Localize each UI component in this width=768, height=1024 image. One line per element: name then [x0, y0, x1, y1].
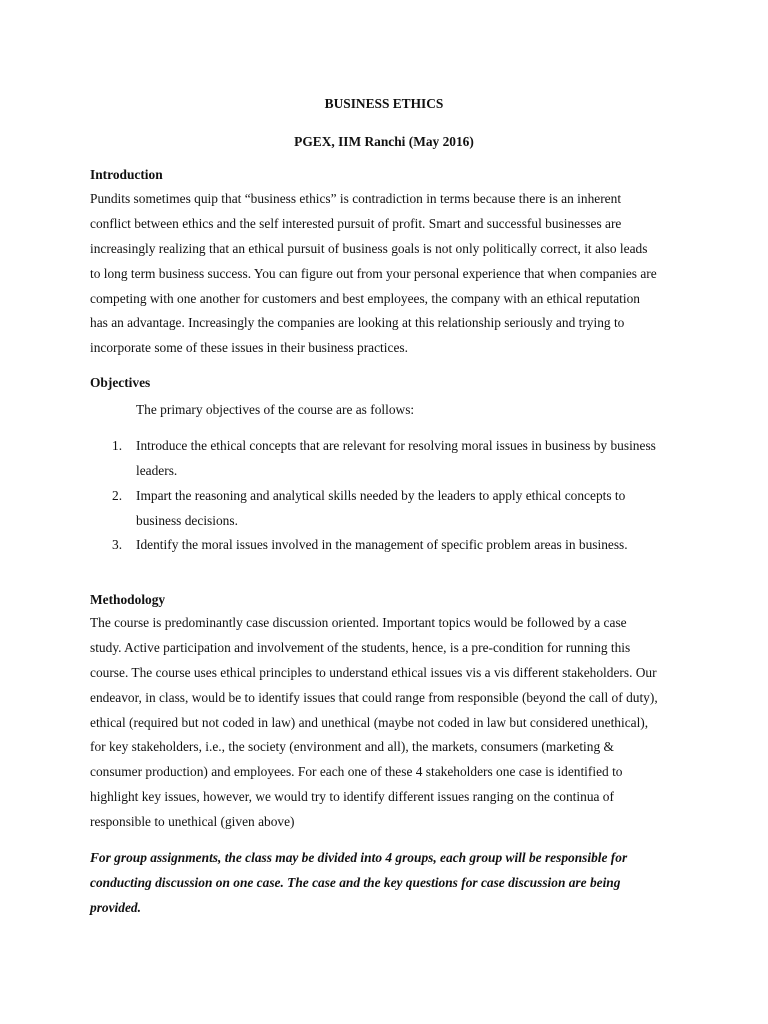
list-item-line: Introduce the ethical concepts that are relevant for resolving moral issues in business by business	[136, 438, 656, 453]
list-item-line: business decisions.	[136, 513, 238, 528]
paragraph-line: ethical (required but not coded in law) and unethical (maybe not coded in law but considered unethical),	[90, 714, 649, 730]
document-subtitle: PGEX, IIM Ranchi (May 2016)	[294, 134, 474, 149]
paragraph-line: incorporate some of these issues in their business practices.	[90, 340, 408, 356]
methodology-heading: Methodology	[90, 592, 166, 607]
paragraph-line: course. The course uses ethical principles to understand ethical issues vis a vis different stakeholders. Our	[90, 664, 657, 680]
paragraph-line: to long term business success. You can figure out from your personal experience that when companies are	[90, 265, 657, 281]
document-title: BUSINESS ETHICS	[324, 96, 444, 111]
list-item-line: Identify the moral issues involved in the management of specific problem areas in business.	[136, 537, 628, 552]
methodology-paragraph	[90, 611, 658, 835]
paragraph-line: for key stakeholders, i.e., the society (environment and all), the markets, consumers (marketing &	[90, 739, 614, 755]
list-number: 2.	[112, 488, 123, 503]
list-item-line: Impart the reasoning and analytical skills needed by the leaders to apply ethical concepts to	[136, 488, 626, 503]
paragraph-line: has an advantage. Increasingly the companies are looking at this relationship seriously and trying to	[90, 315, 625, 331]
note-line: provided.	[90, 899, 141, 915]
list-item-line: leaders.	[136, 463, 178, 478]
paragraph-line: conflict between ethics and the self interested pursuit of profit. Smart and successful businesses are	[90, 215, 622, 231]
list-number: 3.	[112, 537, 123, 552]
paragraph-line: consumer production) and employees. For each one of these 4 stakeholders one case is identified to	[90, 764, 623, 780]
list-number: 1.	[112, 438, 123, 453]
introduction-heading: Introduction	[90, 167, 163, 182]
note-line: For group assignments, the class may be divided into 4 groups, each group will be responsible for	[90, 850, 628, 865]
paragraph-line: The course is predominantly case discussion oriented. Important topics would be followed by a case	[90, 615, 627, 630]
objectives-heading: Objectives	[90, 375, 151, 390]
paragraph-line: responsible to unethical (given above)	[90, 814, 295, 830]
group-assignment-note	[90, 846, 627, 921]
paragraph-line: Pundits sometimes quip that “business ethics” is contradiction in terms because there is an inherent	[90, 191, 622, 206]
objectives-intro: The primary objectives of the course are as follows:	[136, 402, 415, 417]
paragraph-line: endeavor, in class, would be to identify issues that could range from responsible (beyond the call of duty),	[90, 689, 658, 705]
note-line: conducting discussion on one case. The case and the key questions for case discussion are being	[90, 874, 621, 890]
paragraph-line: highlight key issues, however, we would try to identify different issues ranging on the continua of	[90, 789, 614, 805]
paragraph-line: study. Active participation and involvement of the students, hence, is a pre-condition for running this	[90, 639, 631, 655]
paragraph-line: increasingly realizing that an ethical pursuit of business goals is not only politically correct, it also leads	[90, 240, 648, 256]
introduction-paragraph	[90, 187, 657, 361]
paragraph-line: competing with one another for customers and best employees, the company with an ethical reputation	[90, 290, 640, 306]
